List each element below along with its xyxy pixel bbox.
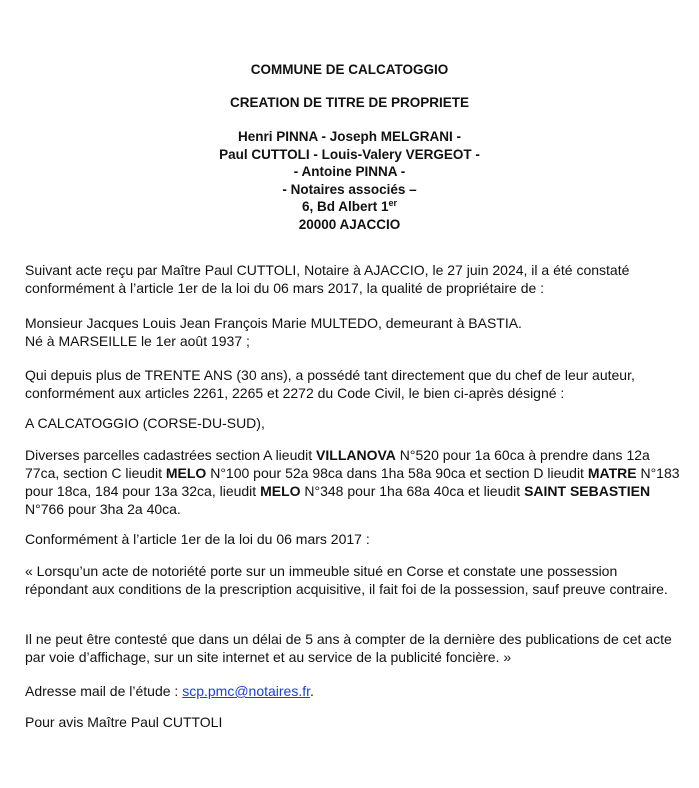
office-address	[0, 198, 699, 216]
paragraph-signature	[25, 713, 680, 731]
parcels-text-3: N°100 pour 52a 98ca dans 1ha 58a 90ca et section D lieudit	[206, 465, 588, 481]
parcels-text-4: N°183 pour 18ca, 184 pour 13a 32ca, lieudit	[25, 465, 680, 499]
parcels-text-5: N°348 pour 1ha 68a 40ca et lieudit	[300, 483, 525, 499]
notaries-line-4: - Notaires associés –	[282, 181, 417, 197]
office-street: 6, Bd Albert 1	[301, 199, 389, 215]
paragraph-contest	[25, 630, 680, 666]
document-title: CREATION DE TITRE DE PROPRIETE	[229, 95, 470, 110]
notaries-block	[0, 128, 699, 234]
parcels-bold-5: SAINT SEBASTIEN	[524, 483, 651, 499]
paragraph-email	[25, 682, 680, 700]
notaries-line-3: - Antoine PINNA -	[293, 164, 406, 180]
paragraph-owner	[25, 314, 680, 350]
parcels-text-6: N°766 pour 3ha 2a 40ca.	[25, 501, 181, 517]
notaries-line-1: Henri PINNA - Joseph MELGRANI -	[237, 129, 461, 144]
paragraph-contest-text: Il ne peut être contesté que dans un délai de 5 ans à compter de la dernière des publications de cet acte par voie d’affichage, sur un site internet et au service de la publicité foncière. »	[25, 631, 672, 665]
parcels-bold-3: MATRE	[587, 465, 637, 481]
paragraph-act	[25, 261, 680, 297]
parcels-bold-4: MELO	[260, 483, 301, 499]
paragraph-quote-text: « Lorsqu’un acte de notoriété porte sur un immeuble situé en Corse et constate une possession répondant aux conditions de la prescription acquisitive, il fait foi de la possession, sauf preuve contraire.	[25, 563, 668, 597]
owner-line: Monsieur Jacques Louis Jean François Marie MULTEDO, demeurant à BASTIA.	[25, 315, 522, 331]
paragraph-quote	[25, 562, 680, 598]
paragraph-possession-text: Qui depuis plus de TRENTE ANS (30 ans), a possédé tant directement que du chef de leur auteur, conformément aux articles 2261, 2265 et 2272 du Code Civil, le bien ci-après désigné :	[25, 367, 635, 401]
commune-heading: COMMUNE DE CALCATOGGIO	[250, 62, 449, 77]
parcels-bold-1: VILLANOVA	[316, 447, 396, 463]
owner-birth-line: Né à MARSEILLE le 1er août 1937 ;	[25, 333, 250, 349]
email-link[interactable]: scp.pmc@notaires.fr	[182, 683, 311, 699]
email-after: .	[310, 683, 314, 699]
paragraph-possession	[25, 366, 680, 402]
office-city: 20000 AJACCIO	[298, 216, 401, 232]
paragraph-act-text: Suivant acte reçu par Maître Paul CUTTOLI, Notaire à AJACCIO, le 27 juin 2024, il a été constaté conformément à l’article 1er de la loi du 06 mars 2017, la qualité de propriétaire de :	[25, 262, 630, 296]
paragraph-law-reference	[25, 530, 680, 548]
parcels-text-1: Diverses parcelles cadastrées section A lieudit	[25, 447, 317, 463]
email-label: Adresse mail de l’étude :	[25, 683, 183, 699]
parcels-text-2: N°520 pour 1a 60ca à prendre dans 12a 77ca, section C lieudit	[25, 447, 650, 481]
paragraph-location	[25, 414, 680, 432]
paragraph-location-text: A CALCATOGGIO (CORSE-DU-SUD),	[25, 415, 265, 431]
email-line	[25, 682, 680, 700]
paragraph-law-reference-text: Conformément à l’article 1er de la loi du 06 mars 2017 :	[25, 531, 370, 547]
notaries-line-2: Paul CUTTOLI - Louis-Valery VERGEOT -	[219, 146, 480, 162]
paragraph-parcels	[25, 446, 680, 518]
office-street-sup: er	[388, 198, 398, 209]
signature-text: Pour avis Maître Paul CUTTOLI	[25, 714, 223, 730]
parcels-bold-2: MELO	[165, 465, 207, 481]
paragraph-parcels-text	[25, 446, 680, 518]
